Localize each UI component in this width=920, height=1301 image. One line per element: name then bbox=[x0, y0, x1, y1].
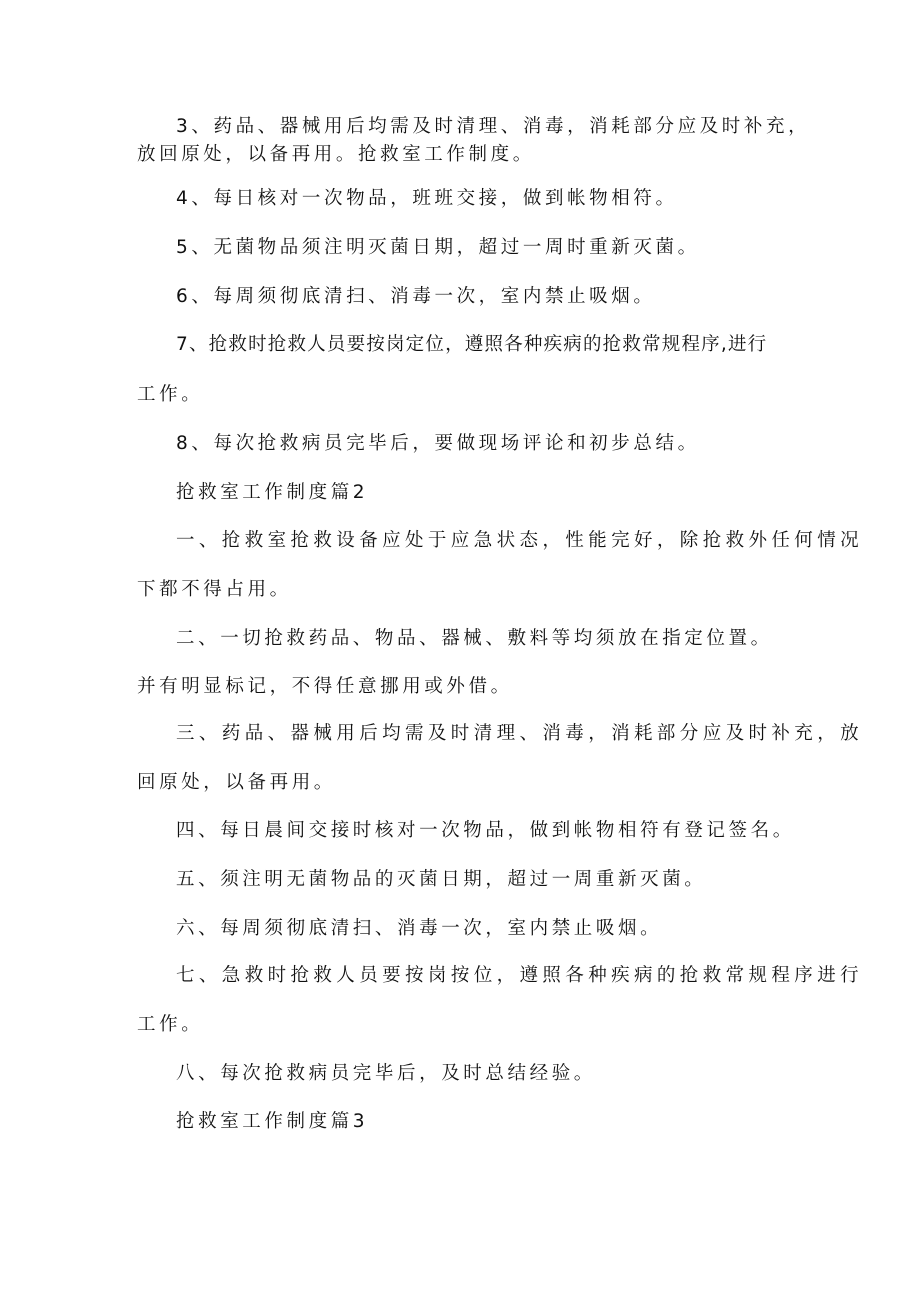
s1-item7-line1: 7、抢救时抢救人员要按岗定位，遵照各种疾病的抢救常规程序,进行 bbox=[176, 334, 768, 355]
s2-item3-line2: 回原处，以备再用。 bbox=[137, 772, 336, 793]
s2-item2-line2: 并有明显标记，不得任意挪用或外借。 bbox=[137, 676, 513, 697]
s2-item1-line2: 下都不得占用。 bbox=[137, 579, 292, 600]
s2-item5: 五、须注明无菌物品的灭菌日期，超过一周重新灭菌。 bbox=[176, 869, 707, 890]
s1-item4: 4、每日核对一次物品，班班交接，做到帐物相符。 bbox=[176, 188, 678, 209]
s1-item3-line2: 放回原处，以备再用。抢救室工作制度。 bbox=[137, 144, 535, 165]
s2-item1-line1: 一、抢救室抢救设备应处于应急状态，性能完好，除抢救外任何情况 bbox=[176, 530, 864, 551]
s2-item6: 六、每周须彻底清扫、消毒一次，室内禁止吸烟。 bbox=[176, 918, 663, 939]
s2-item4: 四、每日晨间交接时核对一次物品，做到帐物相符有登记签名。 bbox=[176, 820, 795, 841]
heading-part2: 抢救室工作制度篇2 bbox=[176, 482, 369, 503]
s1-item3-line1: 3、药品、器械用后均需及时清理、消毒，消耗部分应及时补充， bbox=[176, 116, 811, 137]
heading-part3: 抢救室工作制度篇3 bbox=[176, 1111, 369, 1132]
s1-item6: 6、每周须彻底清扫、消毒一次，室内禁止吸烟。 bbox=[176, 286, 656, 307]
s2-item2-line1: 二、一切抢救药品、物品、器械、敷料等均须放在指定位置。 bbox=[176, 628, 773, 649]
s2-item7-line1: 七、急救时抢救人员要按岗按位，遵照各种疾病的抢救常规程序进行 bbox=[176, 965, 864, 986]
s2-item8: 八、每次抢救病员完毕后，及时总结经验。 bbox=[176, 1063, 596, 1084]
s1-item8: 8、每次抢救病员完毕后，要做现场评论和初步总结。 bbox=[176, 433, 700, 454]
s2-item3-line1: 三、药品、器械用后均需及时清理、消毒，消耗部分应及时补充，放 bbox=[176, 723, 864, 744]
s1-item7-line2: 工作。 bbox=[137, 384, 204, 405]
s2-item7-line2: 工作。 bbox=[137, 1014, 204, 1035]
s1-item5: 5、无菌物品须注明灭菌日期，超过一周时重新灭菌。 bbox=[176, 237, 700, 258]
